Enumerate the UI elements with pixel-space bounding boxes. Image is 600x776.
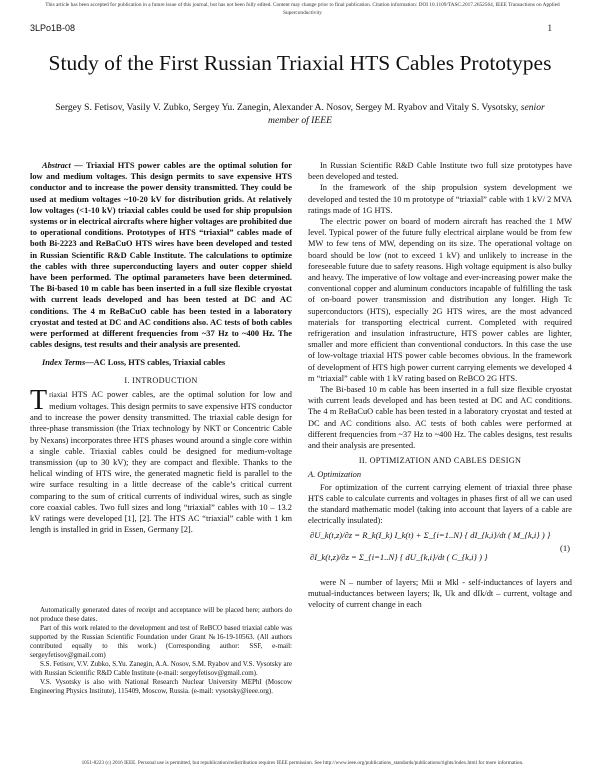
paper-title: Study of the First Russian Triaxial HTS Cables Prototypes <box>48 51 552 75</box>
footnotes <box>30 606 292 696</box>
index-terms <box>30 357 292 368</box>
index-terms-lead: Index Terms <box>42 358 86 368</box>
intro-first-word: riaxial <box>49 390 68 399</box>
body-paragraph: In the framework of the ship propulsion system development we developed and tested the 10 m prototype of “triaxial” cable with 1 kV/ 2 MVA ratings made of 1G HTS. <box>308 183 572 215</box>
equation-number: (1) <box>559 542 570 553</box>
index-terms-text: —AC Loss, HTS cables, Triaxial cables <box>85 358 226 368</box>
author-suffix: senior member of IEEE <box>268 102 545 126</box>
drop-cap: T <box>30 384 48 416</box>
equation-1 <box>308 530 572 574</box>
body-paragraph: were N – number of layers; Mii и Mkl - self-inductances of layers and mutual-inductances between layers; Ik, Uk and dIk/dt – current, voltage and velocity of current change in each <box>308 577 572 609</box>
page-number: 1 <box>547 23 552 33</box>
intro-paragraph <box>30 384 292 536</box>
section-heading-optimization: II. OPTIMIZATION AND CABLES DESIGN <box>358 456 522 466</box>
body-paragraph: The Bi-based 10 m cable has been inserted in a full size flexible cryostat with current leads developed and has been tested at DC and AC conditions. The 4 m ReBaCuO cable has been tested in a laboratory cryostat and tested at DC and AC conditions also. AC tests of both cables were performed at different frequencies from ~37 Hz to ~400 Hz. The cables designs, test results and their analysis are presented. <box>308 385 572 451</box>
footnote-mephi: V.S. Vysotsky is also with National Research Nuclear University MEPhI (Moscow Engineering Physics Institute), 115409, Moscow, Russia. (e-mail: vysotsky@ieee.org). <box>30 678 292 695</box>
section-heading-introduction: I. INTRODUCTION <box>124 375 198 385</box>
equation-line-voltage: ∂U_k(t,z)/∂z = R_k(I_k) I_k(t) + Σ_{i=1..N} { dI_{k,i}/dt ( M_{k,i} ) } <box>310 529 551 540</box>
abstract <box>30 160 292 350</box>
author-list <box>40 102 560 127</box>
equation-line-current: ∂I_k(t,z)/∂z = Σ_{i=1..N} { dU_{k,i}/dt ( C_{k,i} ) } <box>310 551 488 562</box>
footnote-funding: Part of this work related to the development and test of ReBCO based triaxial cable was supported by the Russian Scientific Foundation under Grant №16-19-10563. (All authors contributed equally to this work.) (Corresponding author: SSF, e-mail: sergeyfetisov@gmail.com) <box>30 624 292 659</box>
publication-notice: This article has been accepted for publication in a future issue of this journal, but has not been fully edited. Content may change prior to final publication. Citation information: DOI 10.1109/TASC.2017.2652564, IEEE Transactions on Applied Superconductivity <box>45 2 560 16</box>
authors-names: Sergey S. Fetisov, Vasily V. Zubko, Sergey Yu. Zanegin, Alexander A. Nosov, Sergey M. Ryabov and Vitaly S. Vysotsky, <box>55 102 519 113</box>
footnote-affiliation: S.S. Fetisov, V.V. Zubko, S.Yu. Zanegin, A.A. Nosov, S.M. Ryabov and V.S. Vysotsky are with Russian Scientific R&D Cable Institute (e-mail: sergeyfetisov@gmail.com). <box>30 660 292 677</box>
footnote-dates: Automatically generated dates of receipt and acceptance will be placed here; authors do not produce these dates. <box>30 606 292 623</box>
intro-text: HTS AC power cables, are the optimal solution for low and medium voltages. This design permits to save expensive HTS conductor and to increase the power density transmitted. The triaxial cable design for three-phase transmission (the Triax technology by NKT or Concentric Cable by Nexans) incorporates three HTS phases wound around a single core within a single cable. Triaxial cables could be designed for medium-voltage transmission (up to 30 kV); they are compact and flexible. Thanks to the helical winding of HTS wire, the generated magnetic field is parallel to the wire surface resulting in a little decrease of the cable’s critical current comparing to the sum of critical currents of individual wires, such as single core coaxial cables. Two full sizes and long “triaxial” cables with 10 – 13.2 kV ratings were developed [1], [2]. The HTS AC “triaxial” cable with 1 km length is installed in grid in Essen, Germany [2]. <box>30 389 292 535</box>
body-paragraph: In Russian Scientific R&D Cable Institute two full size prototypes have been developed and tested. <box>308 161 572 182</box>
left-column <box>30 160 292 536</box>
body-paragraph: The electric power on board of modern aircraft has reached the 1 MW level. Typical power of the future fully electrical airplane would be from few MW to few tens of MW, depending on its size. The operational voltage on board should be low (not to exceed 1 kV) and unlikely to increase in the foreseeable future due to safety reasons. High voltage equipment is also bulky and heavy. The imperative of low voltage and ever-increasing power make the conventional copper and aluminum conductors incapable of fulfilling the task of on-board power transmission and distribution any longer. High Tc superconductors (HTS), especially 2G HTS wires, are the most advanced materials for transporting electrical current. Completed with required refrigeration and insulation infrastructure, HTS power cables are lighter, smaller and more efficient than conventional conductors. In this case the use of low-voltage triaxial HTS power cable becomes obvious. In the framework of development of HTS high power current carrying elements we developed 4 m “triaxial” cable with 1 kV rating based on ReBCO 2G HTS. <box>308 217 572 383</box>
right-column <box>308 160 572 610</box>
subsection-heading-optimization: A. Optimization <box>308 470 362 480</box>
copyright-footer: 1051-8223 (c) 2016 IEEE. Personal use is permitted, but republication/redistribution requires IEEE permission. See http://www.ieee.org/publications_standards/publications/rights/index.html for more information. <box>81 760 524 766</box>
body-paragraph: For optimization of the current carrying element of triaxial three phase HTS cable to calculate currents and voltages in phases first of all we can used the standard mathematic model (taking into account that layers of a cable are electrically insulated): <box>308 482 572 526</box>
document-id: 3LPo1B-08 <box>30 23 76 33</box>
abstract-text: Triaxial HTS power cables are the optimal solution for low and medium voltages. This design permits to save expensive HTS conductor and to increase the power density transmitted. They could be used at medium voltages ~10-20 kV for distribution grids. At relatively low voltages (<1-10 kV) triaxial cables could be used for ship propulsion systems or in electrical aircrafts where higher voltages are prohibited due to operational conditions. Prototypes of HTS “triaxial” cables made of both Bi-2223 and ReBaCuO HTS wires have been developed and tested in Russian Scientific R&D Cable Institute. The calculations to optimize the cables with three superconducting layers and outer copper shield have been performed. The optimal parameters have been determined. The Bi-based 10 m cable has been inserted in a full size flexible cryostat with current leads developed and has been tested at DC and AC conditions. The 4 m ReBaCuO cable has been tested in a laboratory cryostat and tested at DC and AC conditions also. AC tests of both cables were performed at different frequencies from ~37 Hz to ~400 Hz. The cables designs, test results and their analysis are presented. <box>30 161 292 350</box>
abstract-lead: Abstract — <box>42 161 83 170</box>
